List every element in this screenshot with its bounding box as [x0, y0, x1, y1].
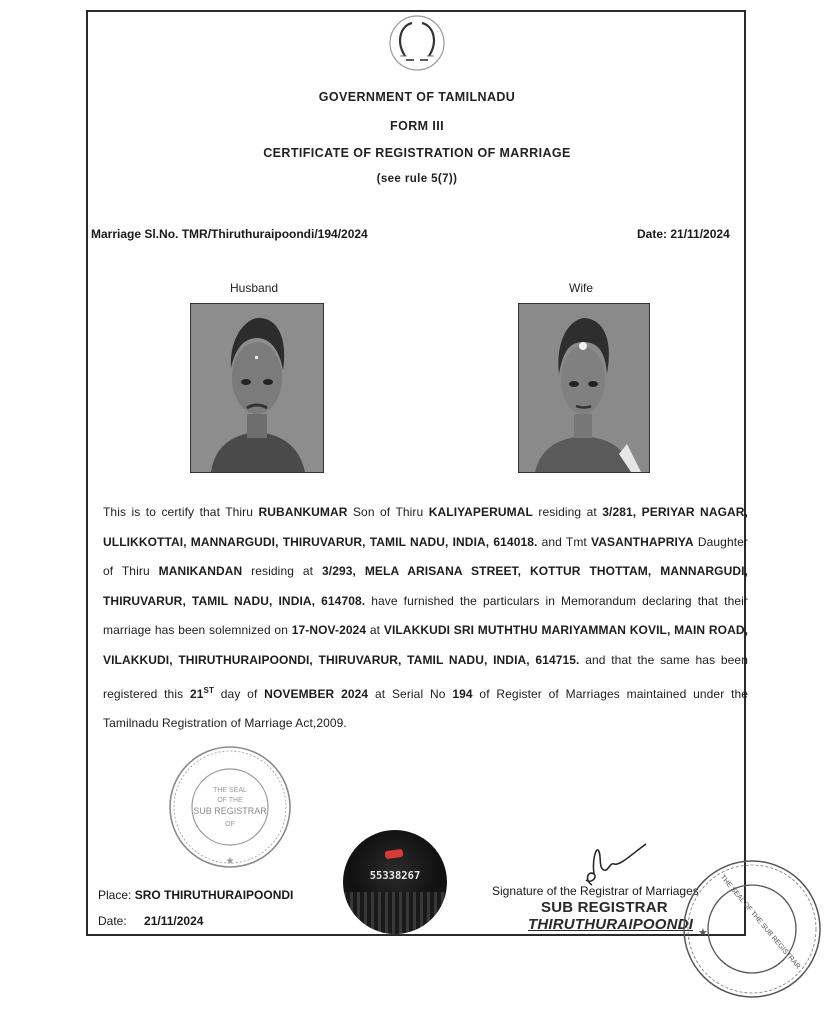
body-text: and Tmt [541, 534, 587, 549]
place-label: Place: [98, 888, 132, 902]
marriage-serial [91, 227, 368, 241]
svg-text:★: ★ [698, 927, 708, 939]
wife-name: VASANTHAPRIYA [591, 534, 694, 549]
authority-heading: GOVERNMENT OF TAMILNADU [318, 90, 516, 104]
body-text: and that the same has been registered this [103, 652, 748, 701]
husband-address: 3/281, PERIYAR NAGAR, ULLIKKOTTAI, MANNARGUDI, THIRUVARUR, TAMIL NADU, INDIA, 614018. [103, 505, 748, 549]
body-text: of Register of Marriages maintained under the Tamilnadu Registration of Marriage Act,2009. [103, 686, 749, 731]
serial-label: Marriage Sl.No. [91, 227, 179, 241]
registrar-signature-icon [580, 840, 650, 890]
rule-reference: (see rule 5(7)) [376, 173, 458, 185]
security-hologram [343, 830, 447, 934]
sub-registrar-seal-icon [155, 742, 305, 872]
husband-label: Husband [230, 281, 279, 295]
form-number: FORM III [390, 119, 444, 133]
place-value: SRO THIRUTHURAIPOONDI [134, 888, 294, 902]
husband-father-name: KALIYAPERUMAL [428, 505, 533, 519]
marriage-date: 17-NOV-2024 [291, 623, 367, 638]
wife-photo [518, 303, 650, 473]
signature-caption: Signature of the Registrar of Marriages [492, 884, 699, 898]
wife-label: Wife [569, 281, 593, 295]
wife-portrait-icon [519, 304, 649, 472]
certificate-title: CERTIFICATE OF REGISTRATION OF MARRIAGE [263, 146, 571, 160]
body-text: This is to certify that Thiru [103, 505, 254, 519]
registrar-title: SUB REGISTRAR [541, 899, 668, 916]
registration-day [190, 687, 214, 701]
marriage-place: VILAKKUDI SRI MUTHTHU MARIYAMMAN KOVIL, MAIN ROAD, VILAKKUDI, THIRUTHURAIPOONDI, THIRUVARUR, TAMIL NADU, INDIA, 614715. [103, 623, 749, 667]
registrar-office: THIRUTHURAIPOONDI [528, 916, 694, 933]
registration-day-number: 21 [189, 686, 204, 701]
svg-text:OF THE: OF THE [217, 797, 243, 804]
registrar-round-seal-icon [676, 854, 828, 1004]
hologram-pattern [343, 892, 447, 934]
registration-day-suffix: ST [203, 685, 214, 695]
serial-value: TMR/Thiruthuraipoondi/194/2024 [181, 227, 368, 241]
husband-name: RUBANKUMAR [258, 505, 348, 519]
date-label: Date: [637, 227, 668, 241]
register-serial-number: 194 [452, 686, 473, 701]
husband-photo [190, 303, 324, 473]
left-seal-text: SUB REGISTRAR [193, 806, 267, 816]
footer-date-value: 21/11/2024 [144, 914, 204, 928]
certificate-date [637, 227, 730, 241]
body-text: at [369, 623, 381, 638]
government-emblem-icon [386, 12, 448, 74]
wife-address: 3/293, MELA ARISANA STREET, KOTTUR THOTTAM, MANNARGUDI, THIRUVARUR, TAMIL NADU, INDIA, 614708. [103, 564, 748, 608]
body-text: day of [220, 686, 258, 701]
hologram-number: 55338267 [369, 870, 421, 882]
body-text: residing at [538, 505, 597, 519]
body-text: Son of Thiru [352, 505, 424, 519]
date-value: 21/11/2024 [670, 227, 730, 241]
registration-month-year: NOVEMBER 2024 [264, 686, 369, 701]
right-seal-text: THE SEAL OF THE SUB REGISTRAR [718, 873, 802, 971]
husband-portrait-icon [191, 304, 323, 472]
body-text: Daughter of Thiru [103, 534, 749, 579]
body-text: at Serial No [374, 686, 446, 701]
svg-text:★: ★ [225, 856, 235, 867]
wife-father-name: MANIKANDAN [158, 564, 243, 579]
body-text: have furnished the particulars in Memorandum declaring that their marriage has been solemnized on [103, 593, 748, 638]
certificate-body [103, 498, 748, 739]
footer-date-field [98, 914, 203, 928]
svg-text:THE SEAL: THE SEAL [213, 787, 247, 794]
footer-date-label: Date: [98, 914, 127, 928]
svg-text:OF: OF [225, 821, 235, 828]
hologram-emblem-icon [385, 849, 404, 859]
body-text: residing at [251, 564, 314, 579]
place-field [98, 888, 293, 902]
